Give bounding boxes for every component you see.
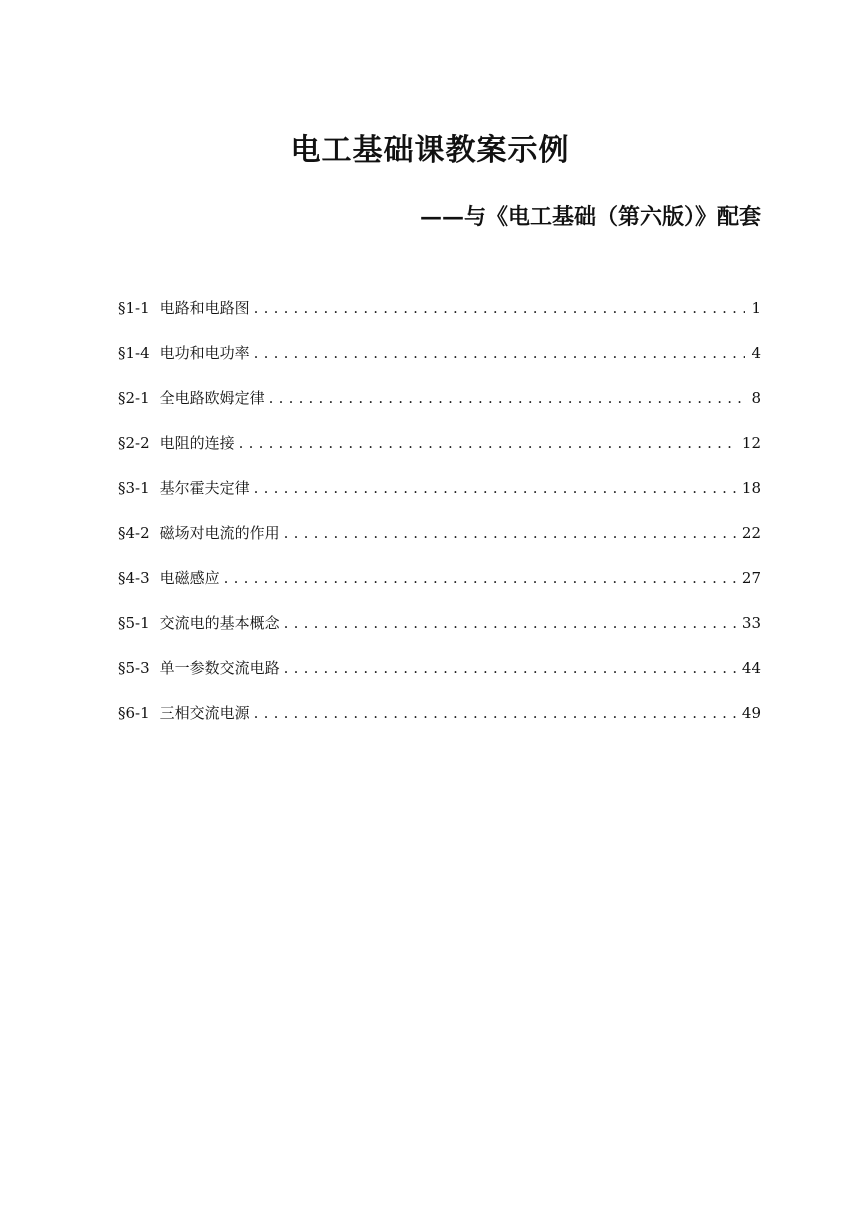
toc-section-number: §2-1 [118,389,150,407]
toc-entry-title: 电功和电功率 [159,344,250,362]
toc-page-number: 49 [741,704,761,722]
toc-entry[interactable] [118,384,761,429]
table-of-contents [118,294,761,744]
toc-section-number: §5-1 [118,614,150,632]
toc-section-number: §2-2 [118,434,150,452]
document-title: 电工基础课教案示例 [290,133,570,168]
toc-entry[interactable] [118,339,761,384]
toc-entry[interactable] [118,564,761,609]
toc-entry-title: 磁场对电流的作用 [159,524,280,542]
toc-dot-leader [254,474,736,502]
toc-entry-title: 基尔霍夫定律 [159,479,250,497]
toc-section-number: §6-1 [118,704,150,722]
toc-section-number: §1-4 [118,344,150,362]
toc-dot-leader [224,564,736,592]
toc-page-number: 18 [741,479,761,497]
toc-dot-leader [239,429,736,457]
toc-section-number: §1-1 [118,299,150,317]
toc-section-number: §5-3 [118,659,150,677]
toc-entry[interactable] [118,429,761,474]
toc-section-number: §4-2 [118,524,150,542]
toc-dot-leader [254,699,736,727]
toc-entry-title: 三相交流电源 [159,704,250,722]
toc-entry-title: 交流电的基本概念 [159,614,280,632]
toc-dot-leader [254,339,746,367]
toc-dot-leader [284,519,736,547]
toc-dot-leader [254,294,746,322]
toc-entry[interactable] [118,609,761,654]
toc-entry[interactable] [118,294,761,339]
toc-page-number: 27 [741,569,761,587]
toc-entry-title: 电磁感应 [159,569,220,587]
toc-entry[interactable] [118,474,761,519]
document-subtitle: ——与《电工基础（第六版）》配套 [419,204,761,230]
toc-section-number: §4-3 [118,569,150,587]
toc-entry-title: 单一参数交流电路 [159,659,280,677]
toc-entry-title: 电路和电路图 [159,299,250,317]
toc-page-number: 4 [751,344,761,362]
toc-entry-title: 电阻的连接 [159,434,235,452]
toc-section-number: §3-1 [118,479,150,497]
toc-page-number: 22 [741,524,761,542]
toc-entry[interactable] [118,519,761,564]
toc-entry[interactable] [118,654,761,699]
toc-page-number: 1 [751,299,761,317]
toc-dot-leader [284,654,736,682]
toc-page-number: 12 [741,434,761,452]
toc-page-number: 8 [751,389,761,407]
toc-dot-leader [284,609,736,637]
toc-dot-leader [269,384,746,412]
toc-page-number: 44 [741,659,761,677]
toc-entry[interactable] [118,699,761,744]
toc-entry-title: 全电路欧姆定律 [159,389,265,407]
toc-page-number: 33 [741,614,761,632]
